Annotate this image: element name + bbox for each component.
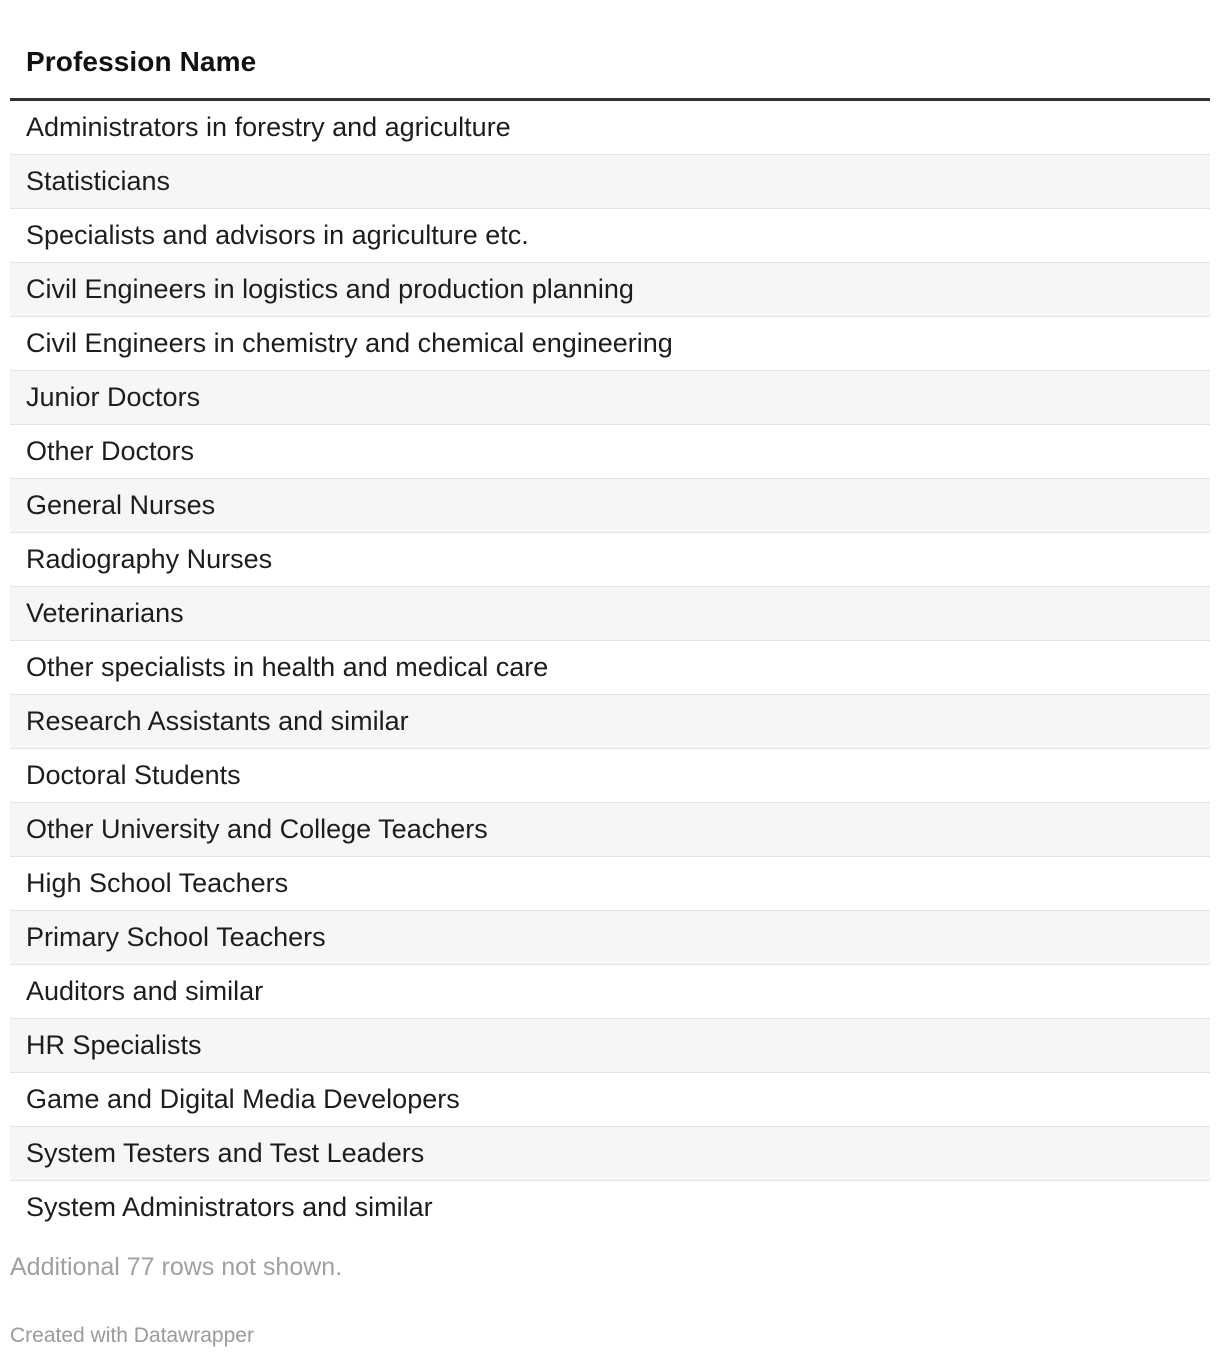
profession-table [10, 0, 1210, 1234]
table-header [10, 0, 1210, 101]
table-row: Game and Digital Media Developers [10, 1073, 1210, 1127]
table-row: Radiography Nurses [10, 533, 1210, 587]
table-body [10, 101, 1210, 1234]
table-row: HR Specialists [10, 1019, 1210, 1073]
table-row: Veterinarians [10, 587, 1210, 641]
table-row: Specialists and advisors in agriculture etc. [10, 209, 1210, 263]
table-row: Other specialists in health and medical care [10, 641, 1210, 695]
datawrapper-credit[interactable]: Created with Datawrapper [10, 1324, 254, 1347]
table-row: High School Teachers [10, 857, 1210, 911]
table-row: Statisticians [10, 155, 1210, 209]
table-row: Junior Doctors [10, 371, 1210, 425]
table-row: Primary School Teachers [10, 911, 1210, 965]
table-row: Doctoral Students [10, 749, 1210, 803]
column-header-profession-name[interactable]: Profession Name [26, 46, 257, 77]
table-row: Administrators in forestry and agriculture [10, 101, 1210, 155]
table-row: System Testers and Test Leaders [10, 1127, 1210, 1181]
table-row: Other Doctors [10, 425, 1210, 479]
table-row: System Administrators and similar [26, 1192, 433, 1222]
table-row: Civil Engineers in logistics and production planning [10, 263, 1210, 317]
table-row: Civil Engineers in chemistry and chemical engineering [10, 317, 1210, 371]
table-row: General Nurses [10, 479, 1210, 533]
table-row: Auditors and similar [10, 965, 1210, 1019]
table-row: Other University and College Teachers [10, 803, 1210, 857]
table-row: Research Assistants and similar [10, 695, 1210, 749]
rows-not-shown-note: Additional 77 rows not shown. [10, 1253, 343, 1281]
